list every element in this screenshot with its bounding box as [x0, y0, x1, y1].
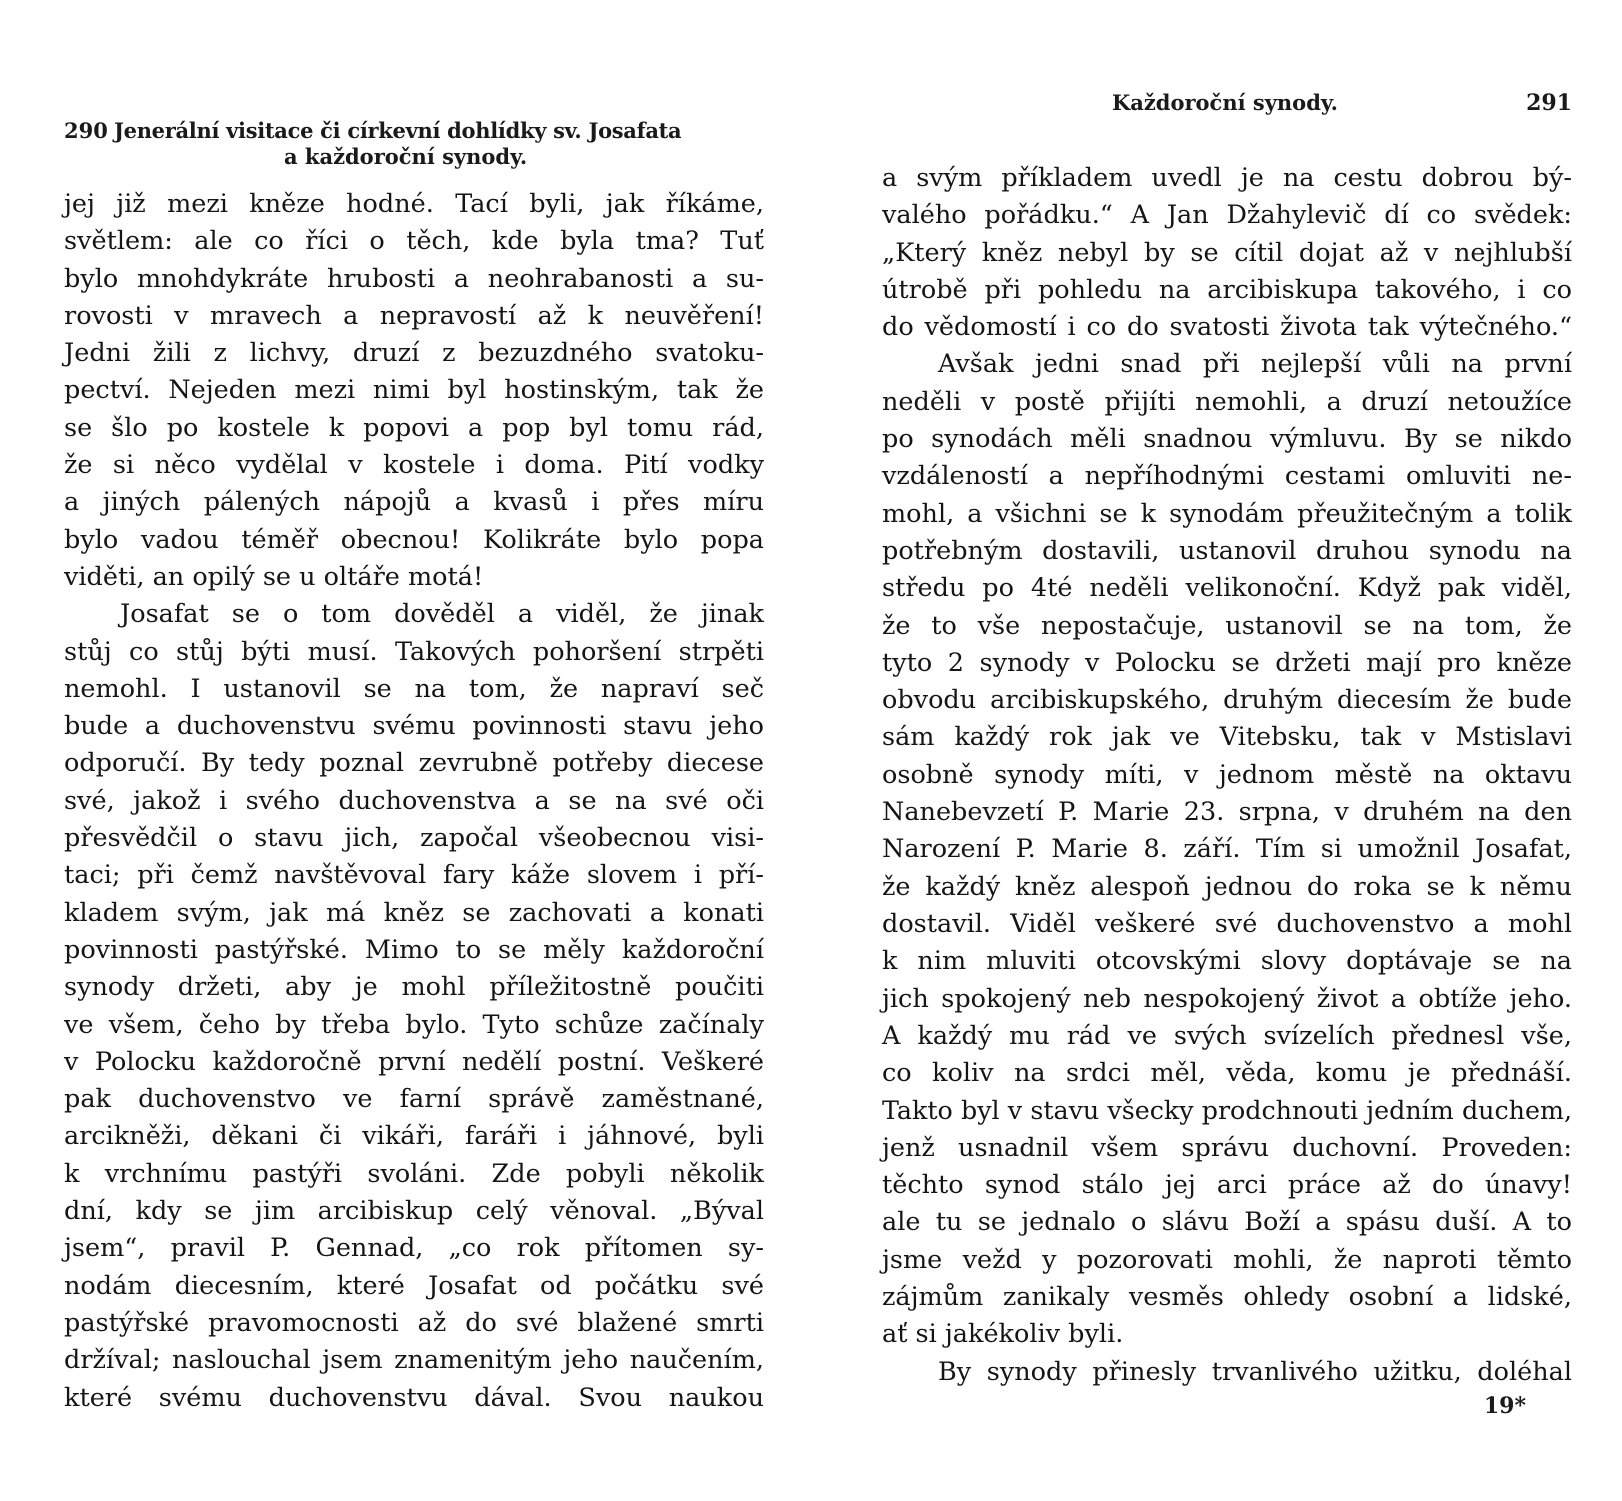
- text-line: světlem: ale co říci o těch, kde byla tma? Tuť: [64, 226, 764, 257]
- right-page-number: 291: [1526, 90, 1572, 116]
- text-line: dní, kdy se jim arcibiskup celý věnoval. „Býval: [64, 1196, 764, 1227]
- text-line: osobně synody míti, v jednom městě na oktavu: [882, 759, 1572, 790]
- text-line: Nanebevzetí P. Marie 23. srpna, v druhém na den: [882, 797, 1572, 828]
- text-line: nodám diecesním, které Josafat od počátku své: [64, 1270, 764, 1301]
- text-line: že každý kněz alespoň jednou do roka se k němu: [882, 871, 1572, 902]
- text-line: neděli v postě přijíti nemohli, a druzí netoužíce: [882, 386, 1572, 417]
- text-line: rovosti v mravech a nepravostí až k neuvěření!: [64, 300, 764, 331]
- text-line: ve všem, čeho by třeba bylo. Tyto schůze začínaly: [64, 1009, 764, 1040]
- text-line: A každý mu rád ve svých svízelích přednesl vše,: [882, 1020, 1572, 1051]
- text-line: těchto synod stálo jej arci práce až do únavy!: [882, 1170, 1572, 1201]
- text-line: taci; při čemž navštěvoval fary káže slovem i pří-: [64, 860, 764, 891]
- text-line: do vědomostí i co do svatosti života tak výtečného.“: [882, 312, 1572, 343]
- text-line: bude a duchovenstvu svému povinnosti stavu jeho: [64, 711, 764, 742]
- right-header-title: Každoroční synody.: [1112, 90, 1338, 115]
- text-line: nemohl. I ustanovil se na tom, že napraví seč: [64, 673, 764, 704]
- text-line: povinnosti pastýřské. Mimo to se měly každoroční: [64, 934, 764, 965]
- text-line: a svým příkladem uvedl je na cestu dobrou bý-: [882, 163, 1572, 193]
- text-line: sám každý rok jak ve Vitebsku, tak v Mstislavi: [882, 722, 1572, 753]
- text-line: pak duchovenstvo ve farní správě zaměstnané,: [64, 1084, 764, 1115]
- left-running-head: [64, 118, 764, 170]
- text-line: kladem svým, jak má kněz se zachovati a konati: [64, 897, 764, 928]
- text-line: valého pořádku.“ A Jan Džahylevič dí co svědek:: [882, 200, 1572, 231]
- text-line: arcikněži, děkani či vikáři, faráři i jáhnové, byli: [64, 1121, 764, 1152]
- signature-mark: 19*: [1483, 1393, 1526, 1419]
- text-line: přesvědčil o stavu jich, započal všeobecnou visi-: [64, 823, 764, 854]
- left-header-title-line2: a každoroční synody.: [284, 144, 528, 169]
- text-line: zájmům zanikaly vesměs ohledy osobní a lidské,: [882, 1281, 1572, 1312]
- text-line: pectví. Nejeden mezi nimi byl hostinským, tak že: [64, 375, 764, 406]
- text-line: jsem“, pravil P. Gennad, „co rok přítomen sy-: [64, 1233, 764, 1264]
- text-line: pastýřské pravomocnosti až do své blažené smrti: [64, 1307, 764, 1338]
- left-header-title-line1: Jenerální visitace či církevní dohlídky sv. Josafata: [114, 118, 682, 143]
- text-line: k nim mluviti otcovskými slovy doptávaje se na: [882, 946, 1572, 977]
- text-line: „Který kněz nebyl by se cítil dojat až v nejhlubší: [882, 237, 1572, 268]
- text-line: v Polocku každoročně první nedělí postní. Veškeré: [64, 1046, 764, 1077]
- text-line: své, jakož i svého duchovenstva a se na své oči: [64, 785, 764, 816]
- text-line: bylo mnohdykráte hrubosti a neohrabanosti a su-: [64, 263, 764, 294]
- text-line: By synody přinesly trvanlivého užitku, doléhal: [938, 1356, 1572, 1387]
- text-line: středu po 4té neděli velikonoční. Když pak viděl,: [882, 573, 1572, 604]
- text-line: stůj co stůj býti musí. Takových pohoršení strpěti: [64, 636, 764, 667]
- text-line: synody držeti, aby je mohl příležitostně poučiti: [64, 972, 764, 1003]
- text-line: tyto 2 synody v Polocku se držeti mají pro kněze: [882, 647, 1572, 678]
- text-line: obvodu arcibiskupského, druhým diecesím že bude: [882, 685, 1572, 716]
- text-line: bylo vadou téměř obecnou! Kolikráte bylo popa: [64, 524, 764, 555]
- text-line: jenž usnadnil všem správu duchovní. Proveden:: [882, 1132, 1572, 1163]
- text-line: že to vše nepostačuje, ustanovil se na tom, že: [882, 610, 1572, 641]
- text-line: jej již mezi kněze hodné. Tací byli, jak říkáme,: [64, 189, 764, 219]
- text-line: dostavil. Viděl veškeré své duchovenstvo a mohl: [882, 908, 1572, 939]
- text-line: mohl, a všichni se k synodám přeužitečným a tolik: [882, 498, 1572, 529]
- left-page: [64, 0, 764, 1501]
- text-line: po synodách měli snadnou výmluvu. By se nikdo: [882, 424, 1572, 455]
- text-line: ale tu se jednalo o slávu Boží a spásu duší. A to: [882, 1207, 1572, 1238]
- left-body-text: [64, 186, 764, 1417]
- text-line: a jiných pálených nápojů a kvasů i přes míru: [64, 487, 764, 518]
- text-line: Avšak jedni snad při nejlepší vůli na první: [938, 349, 1572, 380]
- text-line: k vrchnímu pastýři svoláni. Zde pobyli několik: [64, 1158, 764, 1189]
- text-line: Takto byl v stavu všecky prodchnouti jedním duchem,: [882, 1095, 1572, 1126]
- text-line: které svému duchovenstvu dával. Svou naukou: [64, 1382, 764, 1413]
- text-line: jsme vežd y pozorovati mohli, že naproti těmto: [882, 1244, 1572, 1275]
- right-body-text: [882, 160, 1572, 1391]
- text-line: potřebným dostavili, ustanovil druhou synodu na: [882, 535, 1572, 566]
- text-line: Jedni žili z lichvy, druzí z bezuzdného svatoku-: [64, 338, 764, 369]
- text-line: jich spokojený neb nespokojený život a obtíže jeho.: [882, 983, 1572, 1014]
- text-line: že si něco vydělal v kostele i doma. Pití vodky: [64, 450, 764, 481]
- text-line: vzdáleností a nepříhodnými cestami omluviti ne-: [882, 461, 1572, 492]
- text-line: viděti, an opilý se u oltáře motá!: [64, 561, 484, 592]
- text-line: Josafat se o tom dověděl a viděl, že jinak: [120, 599, 764, 630]
- left-page-number: 290: [64, 118, 108, 143]
- text-line: Narození P. Marie 8. září. Tím si umožnil Josafat,: [882, 834, 1572, 865]
- text-line: se šlo po kostele k popovi a pop byl tomu rád,: [64, 412, 764, 443]
- text-line: útrobě při pohledu na arcibiskupa takového, i co: [882, 274, 1572, 305]
- text-line: co koliv na srdci měl, věda, komu je přednáší.: [882, 1058, 1572, 1089]
- right-page: [882, 0, 1572, 1501]
- text-line: držíval; naslouchal jsem znamenitým jeho naučením,: [64, 1345, 764, 1376]
- text-line: ať si jakékoliv byli.: [882, 1319, 1124, 1350]
- text-line: odporučí. By tedy poznal zevrubně potřeby diecese: [64, 748, 764, 779]
